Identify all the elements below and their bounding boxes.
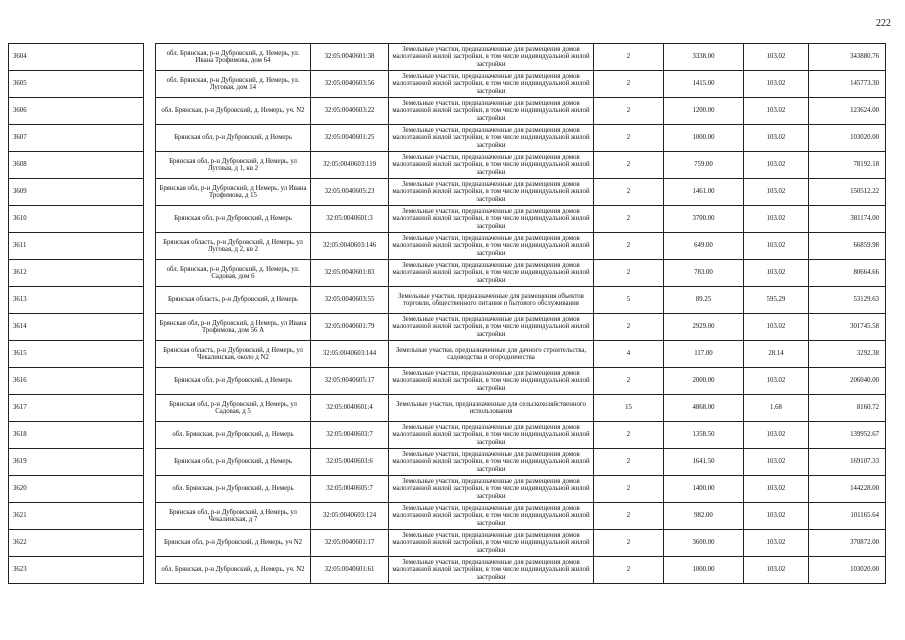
group-cell: 2 xyxy=(594,368,664,395)
cadastral-number-cell: 32:05:0040605:7 xyxy=(311,476,389,503)
group-cell: 2 xyxy=(594,44,664,71)
land-use-cell: Земельные участки, предназначенные для размещения объектов торговли, общественного питания и бытового обслуживания xyxy=(389,287,594,314)
table-row xyxy=(9,314,886,341)
address-cell: обл. Брянская, р-н Дубровский, д. Немерь, ул. Ивана Трофимова, дом 64 xyxy=(156,44,311,71)
address-cell: Брянская обл, р-н Дубровский, д Немерь xyxy=(156,125,311,152)
cadastral-value-cell: 80664.66 xyxy=(809,260,886,287)
group-cell: 2 xyxy=(594,503,664,530)
area-cell: 783.00 xyxy=(664,260,744,287)
cadastral-value-cell: 8160.72 xyxy=(809,395,886,422)
area-cell: 1358.50 xyxy=(664,422,744,449)
group-cell: 2 xyxy=(594,233,664,260)
table-row xyxy=(9,395,886,422)
spacer-cell xyxy=(144,287,156,314)
cadastral-value-cell: 66859.98 xyxy=(809,233,886,260)
area-cell: 982.00 xyxy=(664,503,744,530)
rate-cell: 103.02 xyxy=(744,125,809,152)
spacer-cell xyxy=(144,368,156,395)
spacer-cell xyxy=(144,557,156,584)
spacer-cell xyxy=(144,476,156,503)
rate-cell: 595.29 xyxy=(744,287,809,314)
cadastral-number-cell: 32:05:0040601:79 xyxy=(311,314,389,341)
cadastral-number-cell: 32:05:0040603:7 xyxy=(311,422,389,449)
rate-cell: 103.02 xyxy=(744,557,809,584)
address-cell: обл. Брянская, р-н Дубровский, д. Немерь, уч. N2 xyxy=(156,98,311,125)
cadastral-value-cell: 78192.18 xyxy=(809,152,886,179)
cadastral-number-cell: 32:05:0040601:3 xyxy=(311,206,389,233)
table-row xyxy=(9,476,886,503)
cadastral-number-cell: 32:05:0040601:38 xyxy=(311,44,389,71)
table-row xyxy=(9,125,886,152)
spacer-cell xyxy=(144,503,156,530)
cadastral-value-cell: 381174.00 xyxy=(809,206,886,233)
group-cell: 2 xyxy=(594,260,664,287)
area-cell: 1415.00 xyxy=(664,71,744,98)
address-cell: обл. Брянская, р-н Дубровский, д. Немерь, ул. Садовая, дом 6 xyxy=(156,260,311,287)
area-cell: 1200.00 xyxy=(664,98,744,125)
row-number: 3619 xyxy=(9,449,144,476)
land-use-cell: Земельные участки, предназначенные для размещения домов малоэтажной жилой застройки, в том числе индивидуальной жилой застройки xyxy=(389,206,594,233)
group-cell: 2 xyxy=(594,530,664,557)
spacer-cell xyxy=(144,206,156,233)
rate-cell: 103.02 xyxy=(744,44,809,71)
group-cell: 2 xyxy=(594,557,664,584)
cadastral-number-cell: 32:05:0040601:4 xyxy=(311,395,389,422)
area-cell: 3338.00 xyxy=(664,44,744,71)
cadastral-number-cell: 32:05:0040603:119 xyxy=(311,152,389,179)
address-cell: Брянская обл, р-н Дубровский, д Немерь, ул Чекалинская, д 7 xyxy=(156,503,311,530)
address-cell: обл. Брянская, р-н Дубровский, д. Немерь xyxy=(156,422,311,449)
rate-cell: 103.02 xyxy=(744,368,809,395)
table-row xyxy=(9,233,886,260)
cadastral-value-cell: 370872.00 xyxy=(809,530,886,557)
rate-cell: 103.02 xyxy=(744,233,809,260)
spacer-cell xyxy=(144,71,156,98)
address-cell: обл. Брянская, р-н Дубровский, д. Немерь, ул. Луговая, дом 14 xyxy=(156,71,311,98)
row-number: 3606 xyxy=(9,98,144,125)
address-cell: Брянская обл, р-н Дубровский, д Немерь, ул Ивана Трофимова, дом 56 А xyxy=(156,314,311,341)
spacer-cell xyxy=(144,341,156,368)
cadastral-number-cell: 32:05:0040601:83 xyxy=(311,260,389,287)
address-cell: Брянская обл, р-н Дубровский, д Немерь, уч N2 xyxy=(156,530,311,557)
rate-cell: 28.14 xyxy=(744,341,809,368)
land-use-cell: Земельные участки, предназначенные для дачного строительства, садоводства и огородничества xyxy=(389,341,594,368)
cadastral-number-cell: 32:05:0040603:144 xyxy=(311,341,389,368)
land-use-cell: Земельные участки, предназначенные для размещения домов малоэтажной жилой застройки, в том числе индивидуальной жилой застройки xyxy=(389,557,594,584)
land-use-cell: Земельные участки, предназначенные для размещения домов малоэтажной жилой застройки, в том числе индивидуальной жилой застройки xyxy=(389,233,594,260)
group-cell: 2 xyxy=(594,476,664,503)
group-cell: 2 xyxy=(594,98,664,125)
cadastral-number-cell: 32:05:0040603:56 xyxy=(311,71,389,98)
address-cell: Брянская область, р-н Дубровский, д Немерь, ул Луговая, д 2, кв 2 xyxy=(156,233,311,260)
group-cell: 15 xyxy=(594,395,664,422)
address-cell: обл. Брянская, р-н Дубровский, д. Немерь xyxy=(156,476,311,503)
area-cell: 1461.00 xyxy=(664,179,744,206)
address-cell: Брянская область, р-н Дубровский, д Немерь xyxy=(156,287,311,314)
spacer-cell xyxy=(144,98,156,125)
land-use-cell: Земельные участки, предназначенные для размещения домов малоэтажной жилой застройки, в том числе индивидуальной жилой застройки xyxy=(389,449,594,476)
land-use-cell: Земельные участки, предназначенные для размещения домов малоэтажной жилой застройки, в том числе индивидуальной жилой застройки xyxy=(389,260,594,287)
land-use-cell: Земельные участки, предназначенные для сельскохозяйственного использования xyxy=(389,395,594,422)
area-cell: 2929.00 xyxy=(664,314,744,341)
spacer-cell xyxy=(144,125,156,152)
group-cell: 2 xyxy=(594,422,664,449)
land-use-cell: Земельные участки, предназначенные для размещения домов малоэтажной жилой застройки, в том числе индивидуальной жилой застройки xyxy=(389,71,594,98)
cadastral-number-cell: 32:05:0040603:55 xyxy=(311,287,389,314)
rate-cell: 103.02 xyxy=(744,449,809,476)
table-row xyxy=(9,98,886,125)
group-cell: 5 xyxy=(594,287,664,314)
spacer-cell xyxy=(144,152,156,179)
rate-cell: 103.02 xyxy=(744,206,809,233)
address-cell: Брянская обл, р-н Дубровский, д Немерь xyxy=(156,368,311,395)
row-number: 3608 xyxy=(9,152,144,179)
spacer-cell xyxy=(144,179,156,206)
row-number: 3607 xyxy=(9,125,144,152)
row-number: 3605 xyxy=(9,71,144,98)
spacer-cell xyxy=(144,233,156,260)
area-cell: 1000.00 xyxy=(664,125,744,152)
cadastral-number-cell: 32:05:0040605:23 xyxy=(311,179,389,206)
cadastral-value-cell: 103020.00 xyxy=(809,125,886,152)
group-cell: 2 xyxy=(594,314,664,341)
address-cell: Брянская обл, р-н Дубровский, д Немерь, ул Садовая, д 5 xyxy=(156,395,311,422)
area-cell: 649.00 xyxy=(664,233,744,260)
group-cell: 4 xyxy=(594,341,664,368)
cadastral-value-cell: 301745.58 xyxy=(809,314,886,341)
land-use-cell: Земельные участки, предназначенные для размещения домов малоэтажной жилой застройки, в том числе индивидуальной жилой застройки xyxy=(389,179,594,206)
rate-cell: 103.02 xyxy=(744,503,809,530)
cadastral-value-cell: 101165.64 xyxy=(809,503,886,530)
table-row xyxy=(9,341,886,368)
rate-cell: 103.02 xyxy=(744,530,809,557)
area-cell: 1641.50 xyxy=(664,449,744,476)
area-cell: 1000.00 xyxy=(664,557,744,584)
row-number: 3614 xyxy=(9,314,144,341)
rate-cell: 103.02 xyxy=(744,260,809,287)
cadastral-value-cell: 150512.22 xyxy=(809,179,886,206)
land-use-cell: Земельные участки, предназначенные для размещения домов малоэтажной жилой застройки, в том числе индивидуальной жилой застройки xyxy=(389,422,594,449)
spacer-cell xyxy=(144,395,156,422)
area-cell: 89.25 xyxy=(664,287,744,314)
cadastral-value-cell: 103020.00 xyxy=(809,557,886,584)
table-row xyxy=(9,179,886,206)
land-use-cell: Земельные участки, предназначенные для размещения домов малоэтажной жилой застройки, в том числе индивидуальной жилой застройки xyxy=(389,476,594,503)
table-row xyxy=(9,422,886,449)
spacer-cell xyxy=(144,422,156,449)
group-cell: 2 xyxy=(594,152,664,179)
land-use-cell: Земельные участки, предназначенные для размещения домов малоэтажной жилой застройки, в том числе индивидуальной жилой застройки xyxy=(389,44,594,71)
land-use-cell: Земельные участки, предназначенные для размещения домов малоэтажной жилой застройки, в том числе индивидуальной жилой застройки xyxy=(389,503,594,530)
area-cell: 3700.00 xyxy=(664,206,744,233)
row-number: 3616 xyxy=(9,368,144,395)
rate-cell: 1.68 xyxy=(744,395,809,422)
land-use-cell: Земельные участки, предназначенные для размещения домов малоэтажной жилой застройки, в том числе индивидуальной жилой застройки xyxy=(389,368,594,395)
row-number: 3618 xyxy=(9,422,144,449)
cadastral-value-cell: 139952.67 xyxy=(809,422,886,449)
table-body xyxy=(9,44,886,584)
cadastral-value-cell: 343880.76 xyxy=(809,44,886,71)
rate-cell: 103.02 xyxy=(744,179,809,206)
spacer-cell xyxy=(144,260,156,287)
cadastral-number-cell: 32:05:0040603:22 xyxy=(311,98,389,125)
table-row xyxy=(9,368,886,395)
row-number: 3621 xyxy=(9,503,144,530)
row-number: 3609 xyxy=(9,179,144,206)
area-cell: 4868.00 xyxy=(664,395,744,422)
rate-cell: 103.02 xyxy=(744,152,809,179)
table-row xyxy=(9,503,886,530)
rate-cell: 103.02 xyxy=(744,71,809,98)
group-cell: 2 xyxy=(594,206,664,233)
land-use-cell: Земельные участки, предназначенные для размещения домов малоэтажной жилой застройки, в том числе индивидуальной жилой застройки xyxy=(389,530,594,557)
area-cell: 1400.00 xyxy=(664,476,744,503)
area-cell: 3600.00 xyxy=(664,530,744,557)
table-row xyxy=(9,71,886,98)
cadastral-value-cell: 53129.63 xyxy=(809,287,886,314)
address-cell: Брянская обл, р-н Дубровский, д Немерь, ул Ивана Трофимова, д 15 xyxy=(156,179,311,206)
address-cell: Брянская область, р-н Дубровский, д Немерь, ул Чекалинская, около д N2 xyxy=(156,341,311,368)
cadastral-number-cell: 32:05:0040605:17 xyxy=(311,368,389,395)
table-row xyxy=(9,449,886,476)
group-cell: 2 xyxy=(594,125,664,152)
land-use-cell: Земельные участки, предназначенные для размещения домов малоэтажной жилой застройки, в том числе индивидуальной жилой застройки xyxy=(389,152,594,179)
cadastral-number-cell: 32:05:0040601:25 xyxy=(311,125,389,152)
cadastral-number-cell: 32:05:0040603:124 xyxy=(311,503,389,530)
group-cell: 2 xyxy=(594,449,664,476)
land-use-cell: Земельные участки, предназначенные для размещения домов малоэтажной жилой застройки, в том числе индивидуальной жилой застройки xyxy=(389,98,594,125)
rate-cell: 103.02 xyxy=(744,476,809,503)
row-number: 3612 xyxy=(9,260,144,287)
row-number: 3610 xyxy=(9,206,144,233)
page-number: 222 xyxy=(876,18,891,29)
table-row xyxy=(9,530,886,557)
group-cell: 2 xyxy=(594,179,664,206)
area-cell: 117.00 xyxy=(664,341,744,368)
table-row xyxy=(9,44,886,71)
cadastral-value-cell: 169107.33 xyxy=(809,449,886,476)
row-number: 3623 xyxy=(9,557,144,584)
table-row xyxy=(9,152,886,179)
land-registry-table xyxy=(8,43,886,584)
group-cell: 2 xyxy=(594,71,664,98)
row-number: 3611 xyxy=(9,233,144,260)
spacer-cell xyxy=(144,530,156,557)
row-number: 3622 xyxy=(9,530,144,557)
table-row xyxy=(9,557,886,584)
spacer-cell xyxy=(144,44,156,71)
table-row xyxy=(9,287,886,314)
area-cell: 2000.00 xyxy=(664,368,744,395)
spacer-cell xyxy=(144,314,156,341)
cadastral-number-cell: 32:05:0040603:146 xyxy=(311,233,389,260)
row-number: 3613 xyxy=(9,287,144,314)
row-number: 3620 xyxy=(9,476,144,503)
land-use-cell: Земельные участки, предназначенные для размещения домов малоэтажной жилой застройки, в том числе индивидуальной жилой застройки xyxy=(389,314,594,341)
cadastral-value-cell: 145773.30 xyxy=(809,71,886,98)
spacer-cell xyxy=(144,449,156,476)
row-number: 3617 xyxy=(9,395,144,422)
cadastral-value-cell: 206040.00 xyxy=(809,368,886,395)
table-row xyxy=(9,260,886,287)
cadastral-value-cell: 3292.38 xyxy=(809,341,886,368)
cadastral-value-cell: 123624.00 xyxy=(809,98,886,125)
row-number: 3604 xyxy=(9,44,144,71)
rate-cell: 103.02 xyxy=(744,98,809,125)
cadastral-number-cell: 32:05:0040603:6 xyxy=(311,449,389,476)
cadastral-number-cell: 32:05:0040601:61 xyxy=(311,557,389,584)
cadastral-number-cell: 32:05:0040601:17 xyxy=(311,530,389,557)
address-cell: Брянская обл, р-н Дубровский, д Немерь xyxy=(156,449,311,476)
land-use-cell: Земельные участки, предназначенные для размещения домов малоэтажной жилой застройки, в том числе индивидуальной жилой застройки xyxy=(389,125,594,152)
rate-cell: 103.02 xyxy=(744,422,809,449)
area-cell: 759.00 xyxy=(664,152,744,179)
table-row xyxy=(9,206,886,233)
rate-cell: 103.02 xyxy=(744,314,809,341)
address-cell: Брянская обл, р-н Дубровский, д Немерь, ул Луговая, д 1, кв 2 xyxy=(156,152,311,179)
address-cell: обл. Брянская, р-н Дубровский, д. Немерь, уч. N2 xyxy=(156,557,311,584)
cadastral-value-cell: 144228.00 xyxy=(809,476,886,503)
row-number: 3615 xyxy=(9,341,144,368)
address-cell: Брянская обл, р-н Дубровский, д Немерь xyxy=(156,206,311,233)
